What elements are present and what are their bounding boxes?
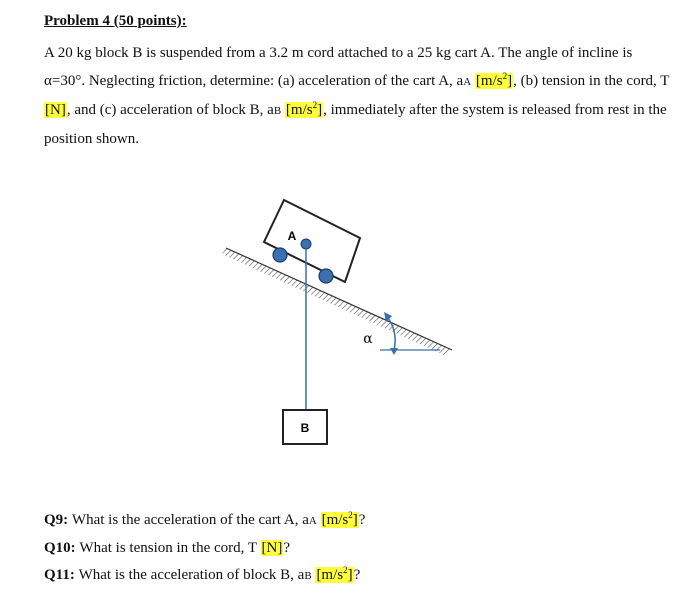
question-number: Q10: <box>44 540 80 556</box>
angle-label: α <box>363 331 373 347</box>
angle-arrow-bottom <box>390 348 398 355</box>
units-highlight: $[m/s^2]$ <box>321 510 358 528</box>
units-highlight: $[m/s^2]$ <box>285 100 323 118</box>
subscript: A <box>463 76 472 88</box>
subscript: B <box>273 105 282 117</box>
problem-statement: A 20 kg block B is suspended from a 3.2 m cord attached to a 25 kg cart A. The angle of incline is α=30°. Neglecting friction, determine: (a) acceleration of the cart A, aA $[m/s^2]$, (b) tension in the cord, T [N], and (c) acceleration of block B, aB $[m/s^2]$, immediately after the system is released from rest in the position shown. <box>44 45 670 147</box>
question-10: Q10: What is tension in the cord, T [N]? <box>44 540 291 556</box>
cart-wheel-front <box>319 269 333 283</box>
question-9: Q9: What is the acceleration of the cart A, aA $[m/s^2]$? <box>44 510 366 528</box>
question-number: Q9: <box>44 512 72 528</box>
cart-wheel-rear <box>273 248 287 262</box>
subscript: A <box>308 515 317 527</box>
problem-title: Problem 4 (50 points): <box>44 13 187 29</box>
units-highlight: $[m/s^2]$ <box>475 71 513 89</box>
cord-pivot <box>301 239 311 249</box>
question-11: Q11: What is the acceleration of block B, aB $[m/s^2]$? <box>44 565 361 583</box>
cart-a <box>264 200 360 283</box>
question-number: Q11: <box>44 567 79 583</box>
units-highlight: $[m/s^2]$ <box>316 565 353 583</box>
units-highlight: [N] <box>45 102 66 118</box>
subscript: B <box>304 570 312 582</box>
units-highlight: [N] <box>261 540 283 556</box>
block-label: B <box>300 421 310 435</box>
cart-label: A <box>287 229 297 243</box>
